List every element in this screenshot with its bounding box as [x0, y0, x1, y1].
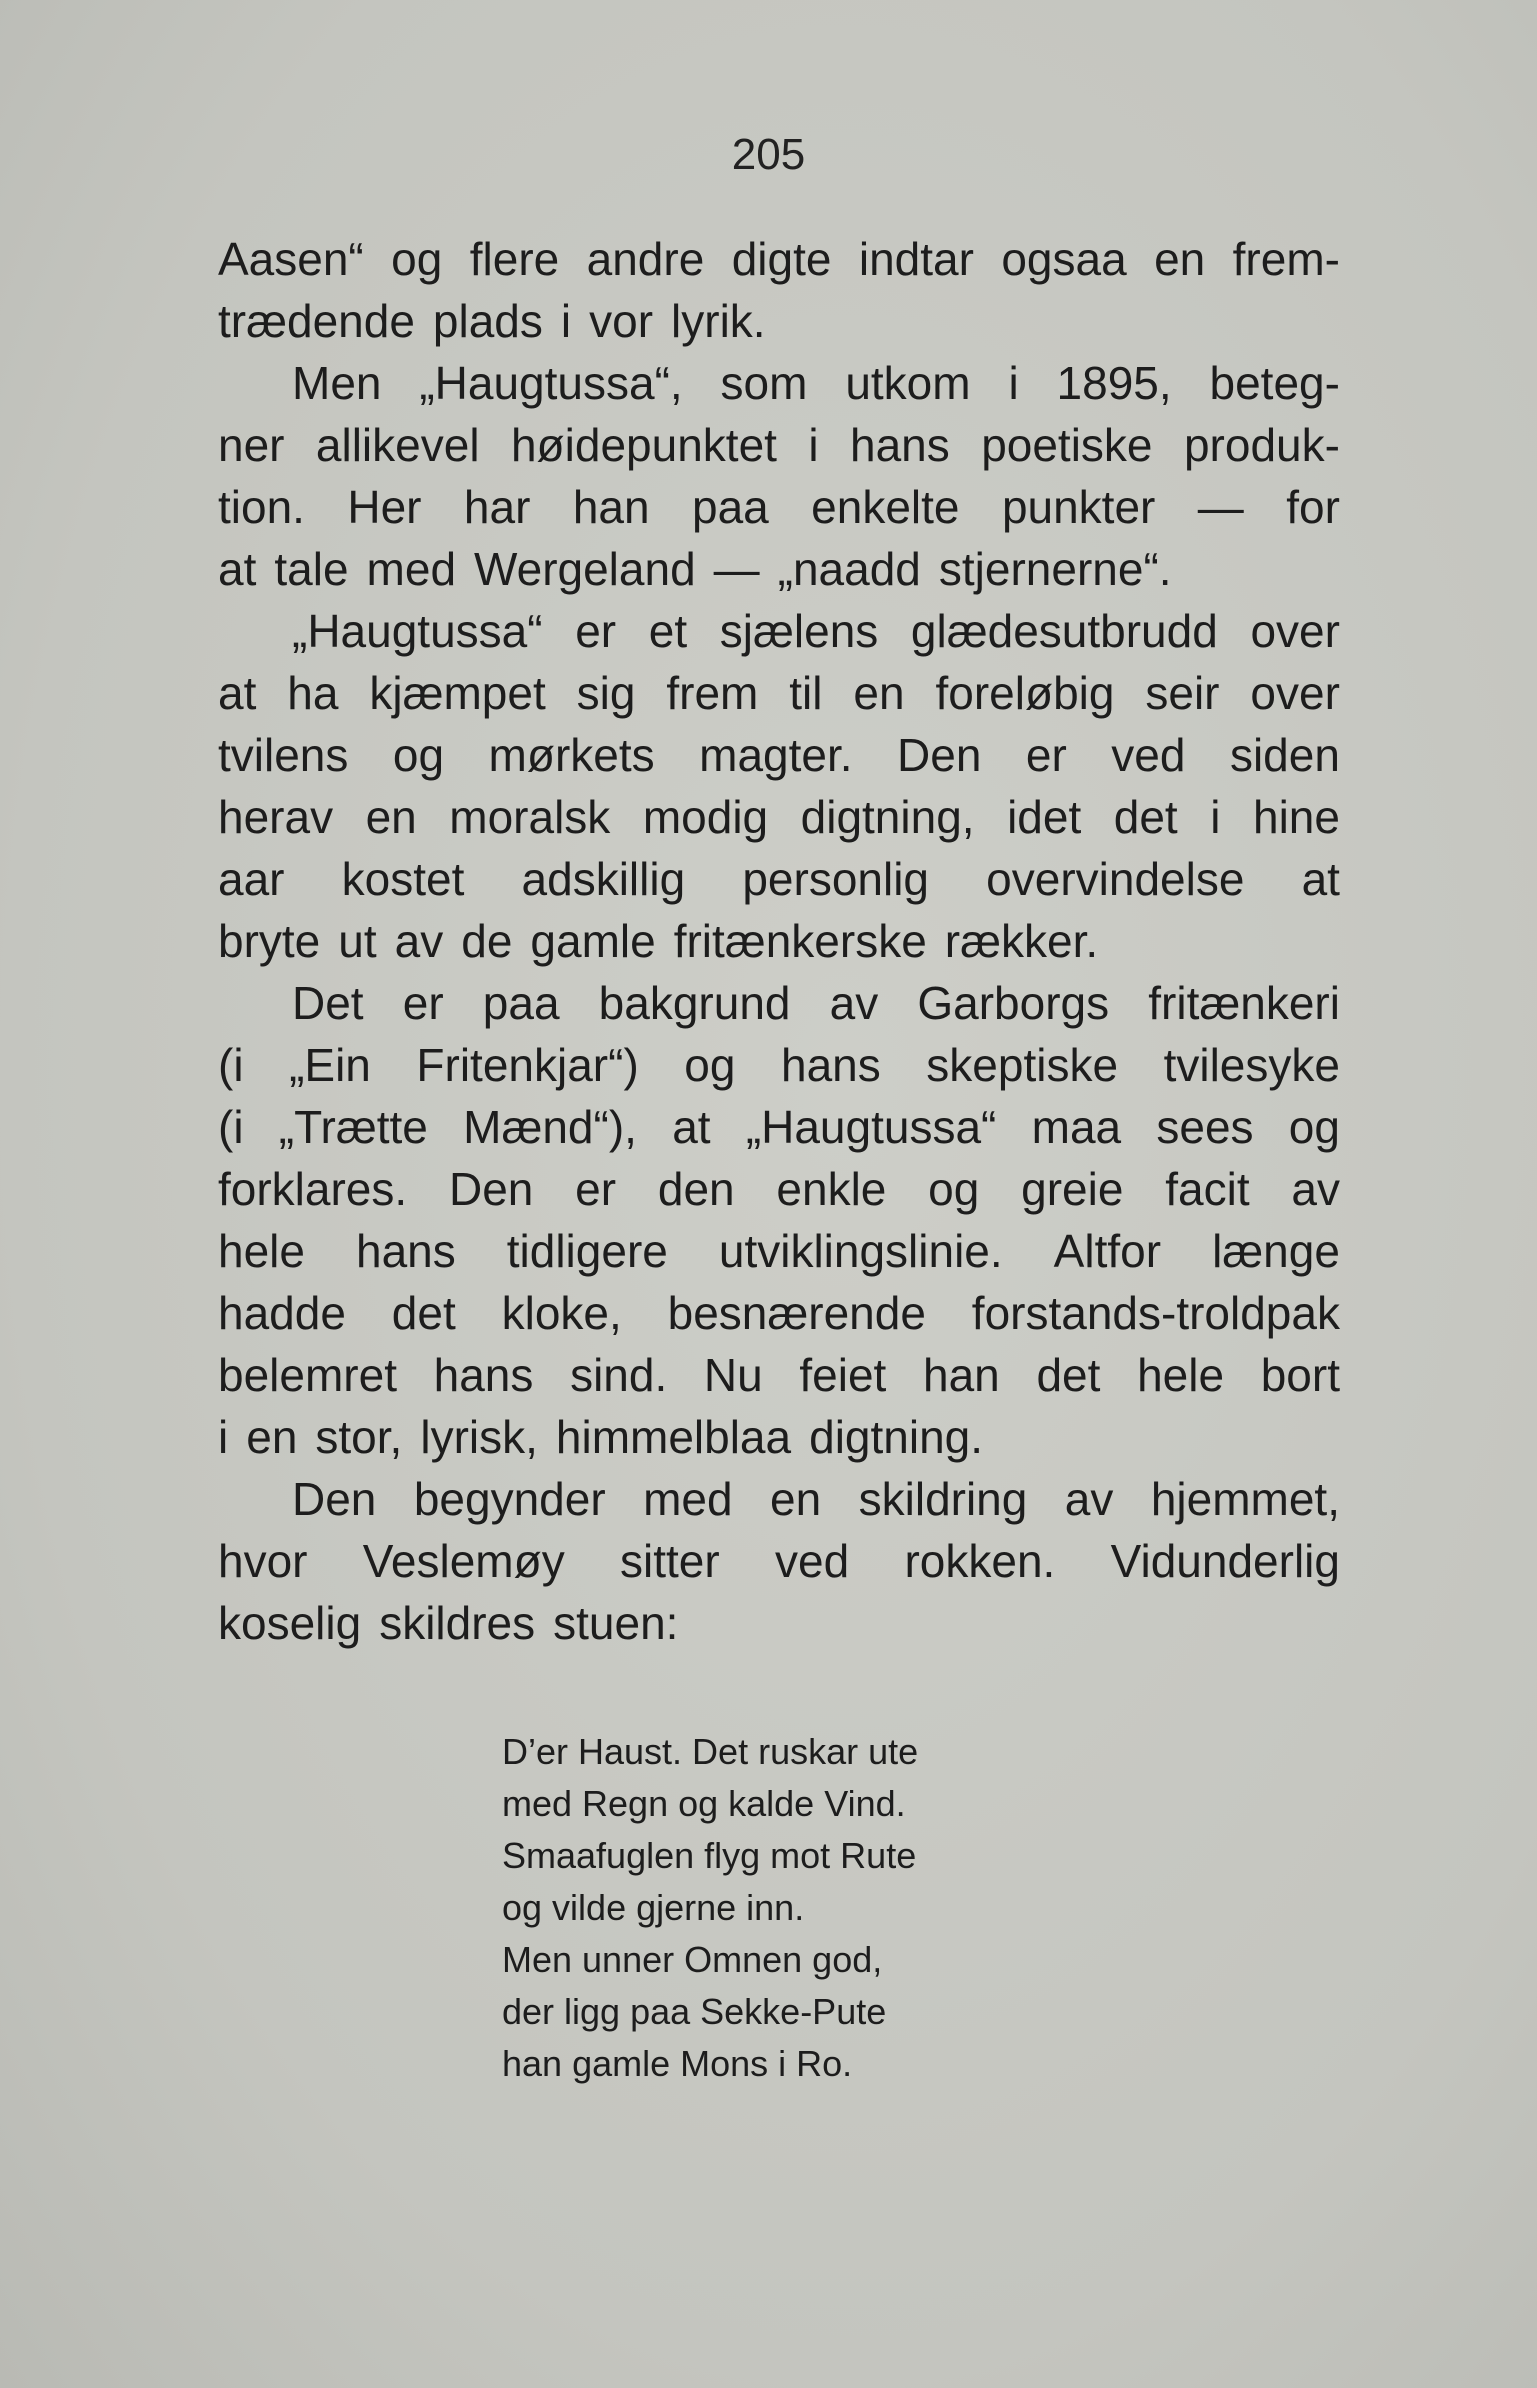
- text-line: „Haugtussa“ er et sjælens glædesutbrudd over: [292, 605, 1340, 657]
- text-line: trædende plads i vor lyrik.: [218, 295, 766, 347]
- text-line: bryte ut av de gamle fritænkerske rækker.: [218, 915, 1099, 967]
- text-line: hvor Veslemøy sitter ved rokken. Vidunderlig: [218, 1535, 1340, 1587]
- text-line: Aasen“ og flere andre digte indtar ogsaa en frem-: [218, 233, 1340, 285]
- poem-line: der ligg paa Sekke-Pute: [502, 1991, 887, 2032]
- text-line: i en stor, lyrisk, himmelblaa digtning.: [218, 1411, 984, 1463]
- text-line: belemret hans sind. Nu feiet han det hele bort: [218, 1349, 1340, 1401]
- poem-line: og vilde gjerne inn.: [502, 1887, 805, 1928]
- text-line: tion. Her har han paa enkelte punkter — for: [218, 481, 1340, 533]
- text-line: aar kostet adskillig personlig overvindelse at: [218, 853, 1340, 905]
- page-number: 205: [731, 130, 806, 179]
- poem-quote: [502, 1726, 918, 2090]
- text-line: hadde det kloke, besnærende forstands-troldpak: [218, 1287, 1340, 1339]
- poem-line: med Regn og kalde Vind.: [502, 1783, 906, 1824]
- text-line: Men „Haugtussa“, som utkom i 1895, beteg-: [292, 357, 1340, 409]
- poem-line: Smaafuglen flyg mot Rute: [502, 1835, 917, 1876]
- text-line: at ha kjæmpet sig frem til en foreløbig seir over: [218, 667, 1340, 719]
- text-line: ner allikevel høidepunktet i hans poetiske produk-: [218, 419, 1340, 471]
- text-line: forklares. Den er den enkle og greie facit av: [218, 1163, 1340, 1215]
- body-text: [218, 228, 1340, 1654]
- text-line: hele hans tidligere utviklingslinie. Altfor længe: [218, 1225, 1340, 1277]
- poem-line: Men unner Omnen god,: [502, 1939, 883, 1980]
- text-line: at tale med Wergeland — „naadd stjernerne“.: [218, 543, 1172, 595]
- text-line: Det er paa bakgrund av Garborgs fritænkeri: [292, 977, 1340, 1029]
- poem-line: han gamle Mons i Ro.: [502, 2043, 853, 2084]
- text-line: koselig skildres stuen:: [218, 1597, 679, 1649]
- text-line: (i „Trætte Mænd“), at „Haugtussa“ maa sees og: [218, 1101, 1340, 1153]
- poem-line: D’er Haust. Det ruskar ute: [502, 1731, 919, 1772]
- text-line: tvilens og mørkets magter. Den er ved siden: [218, 729, 1340, 781]
- text-line: Den begynder med en skildring av hjemmet,: [292, 1473, 1340, 1525]
- text-line: herav en moralsk modig digtning, idet det i hine: [218, 791, 1340, 843]
- text-line: (i „Ein Fritenkjar“) og hans skeptiske tvilesyke: [218, 1039, 1340, 1091]
